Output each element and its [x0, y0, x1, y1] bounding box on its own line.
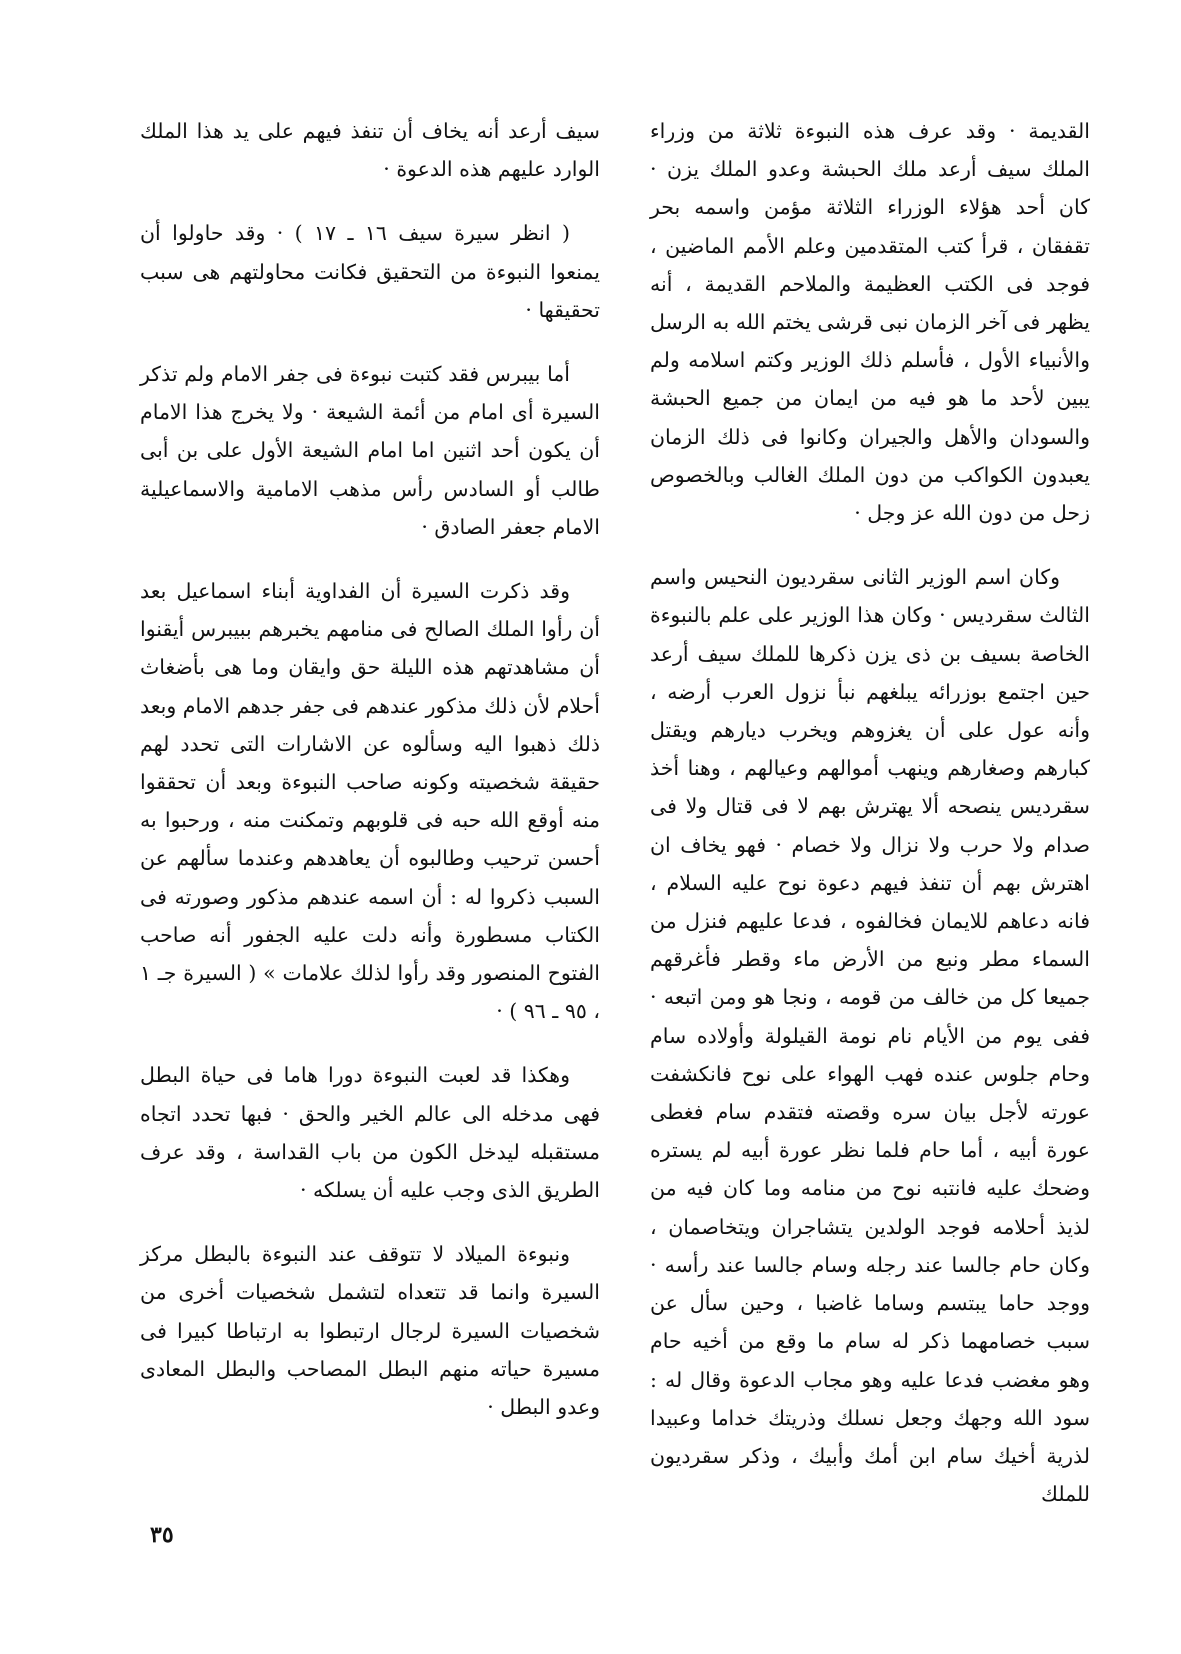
- paragraph: سيف أرعد أنه يخاف أن تنفذ فيهم على يد هذا الملك الوارد عليهم هذه الدعوة ·: [140, 119, 600, 182]
- left-text-column: [140, 112, 600, 1452]
- paragraph: وهكذا قد لعبت النبوءة دورا هاما فى حياة البطل فهى مدخله الى عالم الخير والحق · فبها تحدد اتجاه مستقبله ليدخل الكون من باب القداسة ، وقد عرف الطريق الذى وجب عليه أن يسلكه ·: [140, 1063, 600, 1203]
- paragraph: وكان اسم الوزير الثانى سقرديون النحيس واسم الثالث سقرديس · وكان هذا الوزير على علم بالنبوءة الخاصة بسيف بن ذى يزن ذكرها للملك سيف أرعد حين اجتمع بوزرائه يبلغهم نبأ نزول العرب أرضه ، وأنه عول على أن يغزوهم ويخرب ديارهم ويقتل كبارهم وصغارهم وينهب أموالهم وعيالهم ، وهنا أخذ سقرديس ينصحه ألا يهترش بهم لا فى قتال ولا فى صدام ولا حرب ولا نزال ولا خصام · فهو يخاف ان اهترش بهم أن تنفذ فيهم دعوة نوح عليه السلام ، فانه دعاهم للايمان فخالفوه ، فدعا عليهم فنزل من السماء مطر ونبع من الأرض ماء وقطر فأغرقهم جميعا كل من خالف من قومه ، ونجا هو ومن اتبعه · ففى يوم من الأيام نام نومة القيلولة وأولاده سام وحام جلوس عنده فهب الهواء على نوح فانكشفت عورته لأجل بيان سره وقصته فتقدم سام فغطى عورة أبيه ، أما حام فلما نظر عورة أبيه لم يستره وضحك عليه فانتبه نوح من منامه وما كان فيه من لذيذ أحلامه فوجد الولدين يتشاجران ويتخاصمان ، وكان حام جالسا عند رجله وسام جالسا عند رأسه · ووجد حاما يبتسم وساما غاضبا ، وحين سأل عن سبب خصامهما ذكر له سام ما وقع من أخيه حام وهو مغضب فدعا عليه وهو مجاب الدعوة وقال له : سود الله وجهك وجعل نسلك وذريتك خداما وعبيدا لذرية أخيك سام ابن أمك وأبيك ، وذكر سقرديون للملك: [650, 565, 1090, 1507]
- paragraph: القديمة · وقد عرف هذه النبوءة ثلاثة من وزراء الملك سيف أرعد ملك الحبشة وعدو الملك يزن · كان أحد هؤلاء الوزراء الثلاثة مؤمن واسمه بحر تقفقان ، قرأ كتب المتقدمين وعلم الأمم الماضين ، فوجد فى الكتب العظيمة والملاحم القديمة ، أنه يظهر فى آخر الزمان نبى قرشى يختم الله به الرسل والأنبياء الأول ، فأسلم ذلك الوزير وكتم اسلامه ولم يبين لأحد ما هو فيه من ايمان من جميع الحبشة والسودان والأهل والجيران وكانوا فى ذلك الزمان يعبدون الكواكب من دون الملك الغالب وبالخصوص زحل من دون الله عز وجل ·: [650, 119, 1090, 526]
- paragraph: أما بيبرس فقد كتبت نبوءة فى جفر الامام ولم تذكر السيرة أى امام من أئمة الشيعة · ولا يخرج هذا الامام أن يكون أحد اثنين اما امام الشيعة الأول على بن أبى طالب أو السادس رأس مذهب الامامية والاسماعيلية الامام جعفر الصادق ·: [140, 362, 600, 539]
- paragraph: ونبوءة الميلاد لا تتوقف عند النبوءة بالبطل مركز السيرة وانما قد تتعداه لتشمل شخصيات أخرى من شخصيات السيرة لرجال ارتبطوا به ارتباطا كبيرا فى مسيرة حياته منهم البطل المصاحب والبطل المعادى وعدو البطل ·: [140, 1242, 600, 1420]
- paragraph: ( انظر سيرة سيف ١٦ ـ ١٧ ) · وقد حاولوا أن يمنعوا النبوءة من التحقيق فكانت محاولتهم هى سبب تحقيقها ·: [140, 221, 600, 322]
- paragraph: وقد ذكرت السيرة أن الفداوية أبناء اسماعيل بعد أن رأوا الملك الصالح فى منامهم يخبرهم ببيبرس أيقنوا أن مشاهدتهم هذه الليلة حق وايقان وما هى بأضغاث أحلام لأن ذلك مذكور عندهم فى جفر جدهم الامام وبعد ذلك ذهبوا اليه وسألوه عن الاشارات التى تحدد لهم حقيقة شخصيته وكونه صاحب النبوءة وبعد أن تحققوا منه أوقع الله حبه فى قلوبهم وتمكنت منه ، ورحبوا به أحسن ترحيب وطالبوه أن يعاهدهم وعندما سألهم عن السبب ذكروا له : أن اسمه عندهم مذكور وصورته فى الكتاب مسطورة وأنه دلت عليه الجفور أنه صاحب الفتوح المنصور وقد رأوا لذلك علامات » ( السيرة جـ ١ ، ٩٥ ـ ٩٦ ) ·: [140, 579, 600, 1024]
- page-number: ٣٥: [150, 1522, 174, 1548]
- right-text-column: [650, 112, 1090, 1539]
